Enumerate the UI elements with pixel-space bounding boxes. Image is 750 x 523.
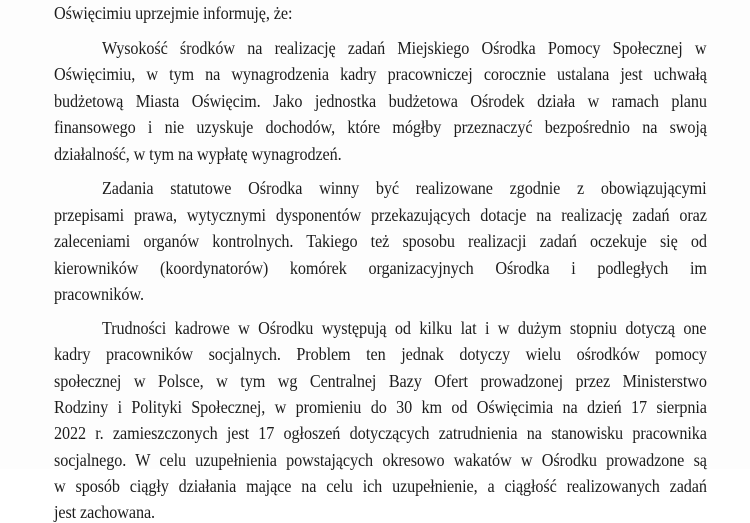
paragraph-3-line-6: socjalnego. W celu uzupełnienia powstających okresowo wakatów w Ośrodku prowadzone są: [54, 450, 707, 470]
paragraph-3-line-5: 2022 r. zamieszczonych jest 17 ogłoszeń dotyczących zatrudnienia na stanowisku pracownika: [54, 423, 707, 443]
paragraph-3-line-3: społecznej w Polsce, w tym wg Centralnej Bazy Ofert prowadzonej przez Ministerstwo: [54, 371, 707, 391]
paragraph-1-line-2: Oświęcimiu, w tym na wynagrodzenia kadry pracowniczej corocznie ustalana jest uchwałą: [54, 64, 707, 84]
paragraph-2-line-3: zaleceniami organów kontrolnych. Takiego też sposobu realizacji zadań oczekuje się od: [54, 231, 707, 251]
paragraph-2-line-5: pracowników.: [54, 284, 144, 304]
paragraph-2-line-4: kierowników (koordynatorów) komórek organizacyjnych Ośrodka i podległych im: [54, 258, 707, 278]
paragraph-1-line-5: działalność, w tym na wypłatę wynagrodzeń.: [54, 144, 342, 164]
paragraph-3-line-8: jest zachowana.: [54, 502, 155, 522]
paragraph-2-line-1: Zadania statutowe Ośrodka winny być realizowane zgodnie z obowiązującymi: [102, 178, 707, 198]
paragraph-3-line-7: w sposób ciągły działania mające na celu ich uzupełnienie, a ciągłość realizowanych zadań: [54, 476, 707, 496]
paragraph-1-line-3: budżetową Miasta Oświęcim. Jako jednostka budżetowa Ośrodek działa w ramach planu: [54, 91, 707, 111]
paragraph-3-line-2: kadry pracowników socjalnych. Problem ten jednak dotyczy wielu ośrodków pomocy: [54, 344, 707, 364]
paragraph-3-line-1: Trudności kadrowe w Ośrodku występują od kilku lat i w dużym stopniu dotyczą one: [102, 318, 707, 338]
paragraph-1-line-4: finansowego i nie uzyskuje dochodów, które mógłby przeznaczyć bezpośrednio na swoją: [54, 117, 707, 137]
intro-line: Oświęcimiu uprzejmie informuję, że:: [54, 3, 293, 23]
paragraph-2-line-2: przepisami prawa, wytycznymi dysponentów przekazujących dotacje na realizację zadań oraz: [54, 205, 707, 225]
paragraph-1-line-1: Wysokość środków na realizację zadań Miejskiego Ośrodka Pomocy Społecznej w: [102, 38, 707, 58]
paragraph-3-line-4: Rodziny i Polityki Społecznej, w promieniu do 30 km od Oświęcimia na dzień 17 sierpnia: [54, 397, 707, 417]
